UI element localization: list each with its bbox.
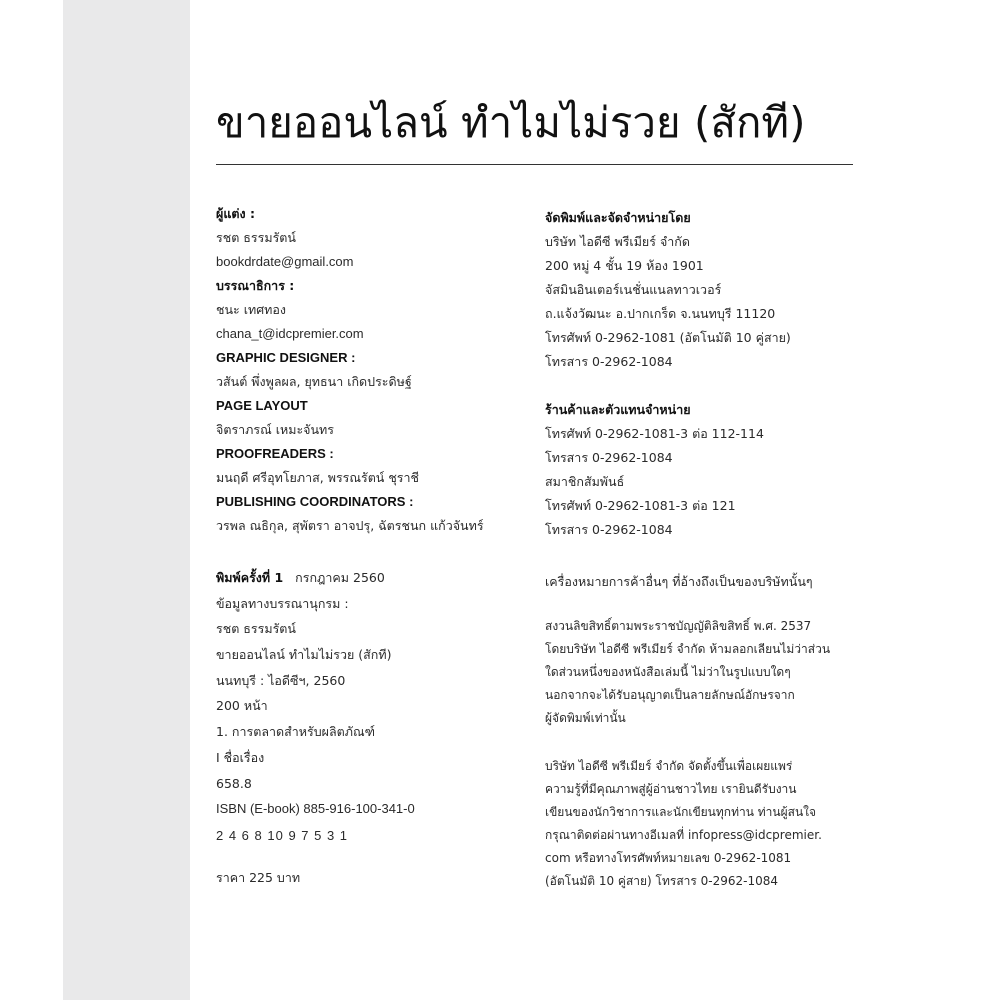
copyright-line: ผู้จัดพิมพ์เท่านั้น	[545, 711, 626, 725]
graphic-designer-label: GRAPHIC DESIGNER :	[216, 350, 356, 365]
stores-line: โทรศัพท์ 0-2962-1081-3 ต่อ 121	[545, 498, 736, 513]
edition-date: กรกฎาคม 2560	[295, 570, 385, 585]
proofreaders-label: PROOFREADERS :	[216, 446, 334, 461]
publisher-line: 200 หมู่ 4 ชั้น 19 ห้อง 1901	[545, 258, 704, 273]
author-name: รชต ธรรมรัตน์	[216, 230, 296, 245]
author-label: ผู้แต่ง :	[216, 206, 255, 221]
publisher-line: บริษัท ไอดีซี พรีเมียร์ จำกัด	[545, 234, 690, 249]
book-title: ขายออนไลน์ ทำไมไม่รวย (สักที)	[216, 98, 806, 147]
stores-line: โทรสาร 0-2962-1084	[545, 450, 673, 465]
about-line: กรุณาติดต่อผ่านทางอีเมลที่ infopress@idcpremier.	[545, 828, 822, 842]
coordinators-names: วรพล ณธิกุล, สุพัตรา อาจปรุ, ฉัตรชนก แก้วจันทร์	[216, 518, 484, 533]
publisher-line: จัสมินอินเตอร์เนชั่นแนลทาวเวอร์	[545, 282, 722, 297]
about-line: (อัตโนมัติ 10 คู่สาย) โทรสาร 0-2962-1084	[545, 874, 779, 888]
copyright-line: สงวนลิขสิทธิ์ตามพระราชบัญญัติลิขสิทธิ์ พ.ศ. 2537	[545, 619, 812, 633]
page-layout-names: จิตราภรณ์ เหมะจันทร	[216, 422, 334, 437]
coordinators-label: PUBLISHING COORDINATORS :	[216, 494, 414, 509]
cip-line: รชต ธรรมรัตน์	[216, 621, 296, 636]
stores-heading: ร้านค้าและตัวแทนจำหน่าย	[545, 402, 691, 417]
price: ราคา 225 บาท	[216, 870, 301, 885]
cip-line: 658.8	[216, 776, 252, 791]
copyright-line: ใดส่วนหนึ่งของหนังสือเล่มนี้ ไม่ว่าในรูปแบบใดๆ	[545, 665, 791, 679]
editor-label: บรรณาธิการ :	[216, 278, 295, 293]
editor-email: chana_t@idcpremier.com	[216, 326, 364, 341]
cip-line: I ชื่อเรื่อง	[216, 750, 265, 765]
about-line: เขียนของนักวิชาการและนักเขียนทุกท่าน ท่านผู้สนใจ	[545, 805, 817, 819]
isbn: ISBN (E-book) 885-916-100-341-0	[216, 801, 415, 816]
copyright-line: นอกจากจะได้รับอนุญาตเป็นลายลักษณ์อักษรจาก	[545, 688, 795, 702]
graphic-designer-names: วสันต์ พึ่งพูลผล, ยุทธนา เกิดประดิษฐ์	[216, 374, 412, 389]
publisher-line: โทรศัพท์ 0-2962-1081 (อัตโนมัติ 10 คู่สาย)	[545, 330, 791, 345]
edition-label: พิมพ์ครั้งที่ 1	[216, 570, 284, 585]
proofreaders-names: มนฤดี ศรีอุทโยภาส, พรรณรัตน์ ชุราชี	[216, 470, 420, 485]
publisher-heading: จัดพิมพ์และจัดจำหน่ายโดย	[545, 210, 691, 225]
title-rule	[216, 164, 853, 165]
about-line: บริษัท ไอดีซี พรีเมียร์ จำกัด จัดตั้งขึ้นเพื่อเผยแพร่	[545, 759, 793, 773]
stores-line: สมาชิกสัมพันธ์	[545, 474, 625, 489]
page-layout-label: PAGE LAYOUT	[216, 398, 308, 413]
editor-name: ชนะ เทศทอง	[216, 302, 287, 317]
cip-line: นนทบุรี : ไอดีซีฯ, 2560	[216, 673, 346, 688]
cip-line: 200 หน้า	[216, 698, 268, 713]
cip-line: 1. การตลาดสำหรับผลิตภัณฑ์	[216, 724, 375, 739]
cip-line: ขายออนไลน์ ทำไมไม่รวย (สักที)	[216, 647, 392, 662]
trademark-note: เครื่องหมายการค้าอื่นๆ ที่อ้างถึงเป็นของบริษัทนั้นๆ	[545, 574, 813, 589]
cip-label: ข้อมูลทางบรรณานุกรม :	[216, 596, 349, 611]
author-email: bookdrdate@gmail.com	[216, 254, 354, 269]
copyright-line: โดยบริษัท ไอดีซี พรีเมียร์ จำกัด ห้ามลอกเลียนไม่ว่าส่วน	[545, 642, 831, 656]
about-line: com หรือทางโทรศัพท์หมายเลข 0-2962-1081	[545, 851, 792, 865]
side-band	[63, 0, 190, 1000]
publisher-line: ถ.แจ้งวัฒนะ อ.ปากเกร็ด จ.นนทบุรี 11120	[545, 306, 776, 321]
stores-line: โทรสาร 0-2962-1084	[545, 522, 673, 537]
about-line: ความรู้ที่มีคุณภาพสู่ผู้อ่านชาวไทย เรายินดีรับงาน	[545, 782, 797, 796]
publisher-line: โทรสาร 0-2962-1084	[545, 354, 673, 369]
edition-line	[216, 570, 385, 586]
stores-line: โทรศัพท์ 0-2962-1081-3 ต่อ 112-114	[545, 426, 764, 441]
print-run: 2 4 6 8 10 9 7 5 3 1	[216, 828, 349, 843]
